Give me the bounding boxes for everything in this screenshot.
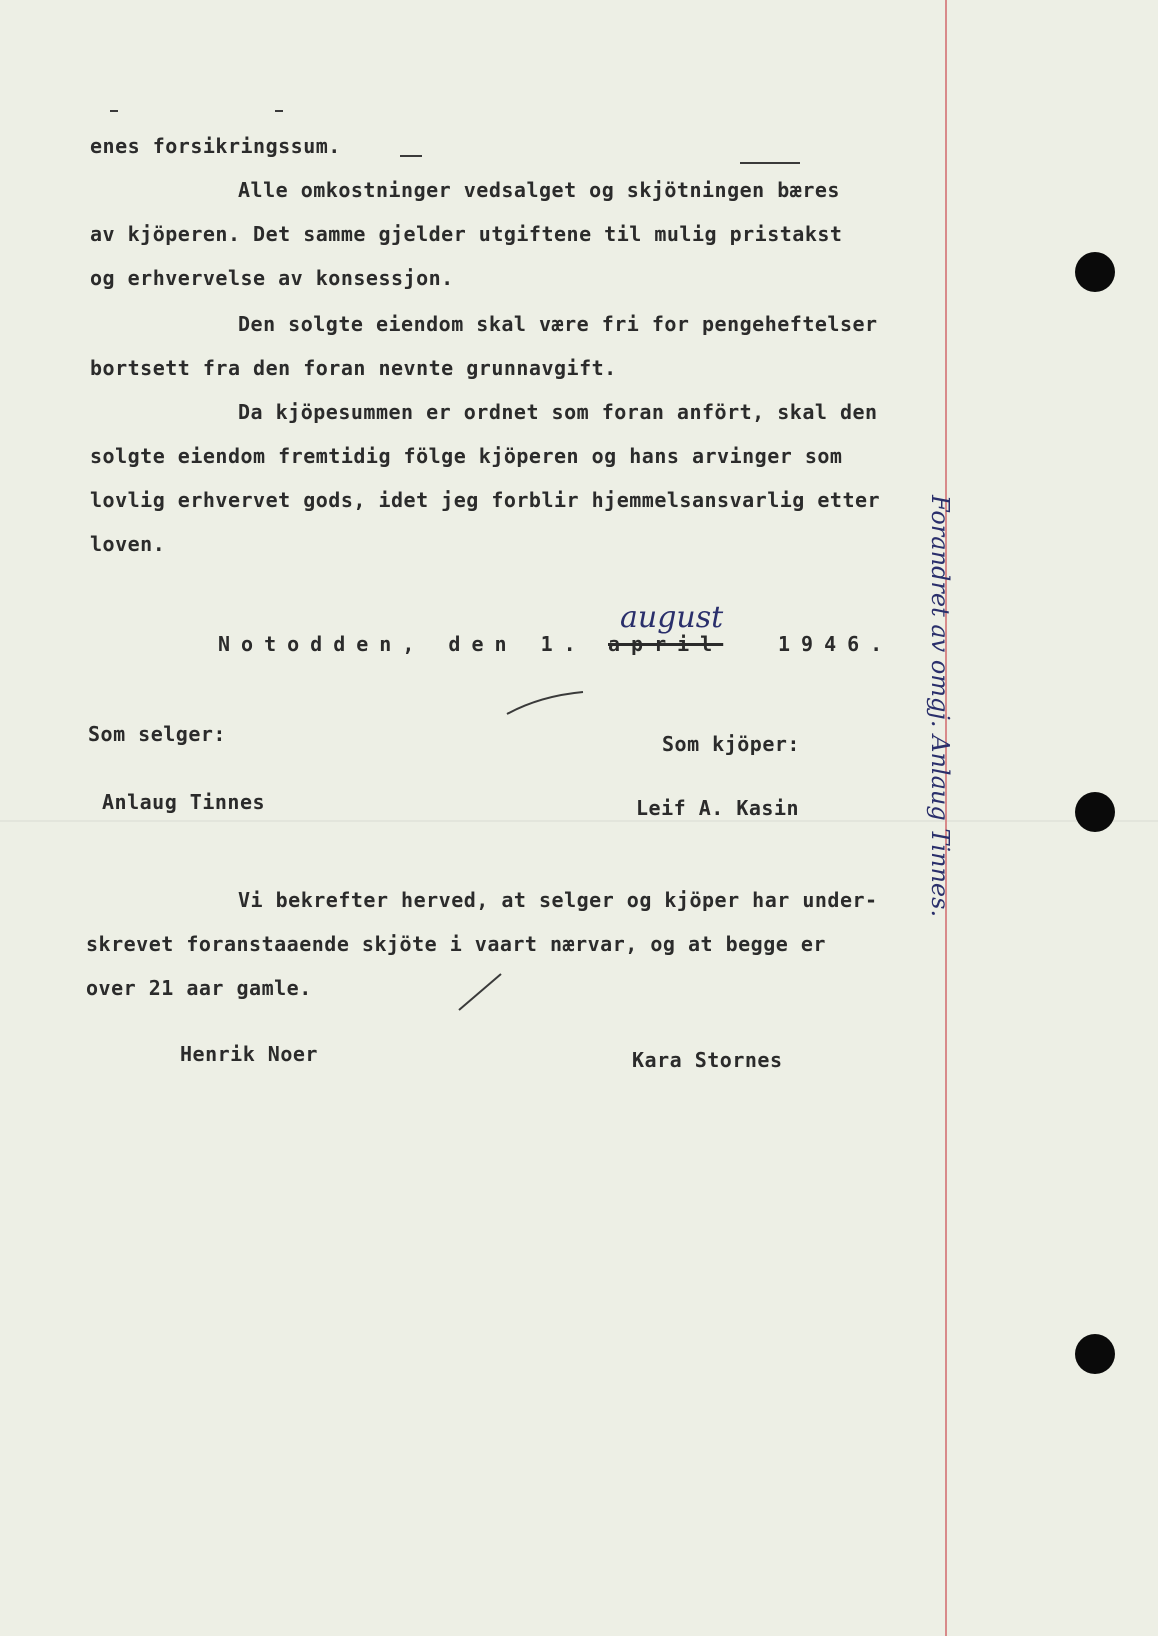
body-line-4: og erhvervelse av konsessjon.: [90, 266, 454, 290]
body-line-6: bortsett fra den foran nevnte grunnavgift.: [90, 356, 617, 380]
body-line-7: Da kjöpesummen er ordnet som foran anfört, skal den: [238, 400, 878, 424]
punch-hole-bottom: [1075, 1334, 1115, 1374]
punch-hole-top: [1075, 252, 1115, 292]
body-line-10: loven.: [90, 532, 166, 556]
body-line-1: enes forsikringssum.: [90, 134, 341, 158]
margin-note-handwritten: Forandret av omgj. Anlaug Tinnes.: [926, 495, 954, 918]
witness-line-3: over 21 aar gamle.: [86, 976, 312, 1000]
date-place: Notodden, den 1.: [218, 632, 587, 656]
date-year: 1946.: [778, 632, 894, 656]
body-line-5: Den solgte eiendom skal være fri for pengeheftelser: [238, 312, 878, 336]
body-line-9: lovlig erhvervet gods, idet jeg forblir hjemmelsansvarlig etter: [90, 488, 881, 512]
pen-stroke: [455, 970, 505, 1015]
date-month-handwritten: august: [620, 600, 724, 635]
witness-2-name: Kara Stornes: [632, 1048, 783, 1072]
buyer-name: Leif A. Kasin: [636, 796, 800, 820]
body-line-3: av kjöperen. Det samme gjelder utgiftene til mulig pristakst: [90, 222, 843, 246]
overtype-mark: [740, 162, 800, 164]
seller-name: Anlaug Tinnes: [102, 790, 266, 814]
overtype-mark: [275, 110, 283, 112]
witness-1-name: Henrik Noer: [180, 1042, 318, 1066]
punch-hole-middle: [1075, 792, 1115, 832]
pen-stroke: [505, 690, 585, 720]
overtype-mark: [110, 110, 118, 112]
witness-line-1: Vi bekrefter herved, at selger og kjöper har under-: [238, 888, 878, 912]
buyer-label: Som kjöper:: [662, 732, 800, 756]
overtype-mark: [400, 155, 422, 157]
witness-line-2: skrevet foranstaaende skjöte i vaart nærvar, og at begge er: [86, 932, 826, 956]
body-line-2: Alle omkostninger vedsalget og skjötningen bæres: [238, 178, 840, 202]
seller-label: Som selger:: [88, 722, 226, 746]
date-month-struck: april: [608, 632, 724, 656]
body-line-8: solgte eiendom fremtidig fölge kjöperen og hans arvinger som: [90, 444, 843, 468]
paper-fold: [0, 820, 1158, 822]
